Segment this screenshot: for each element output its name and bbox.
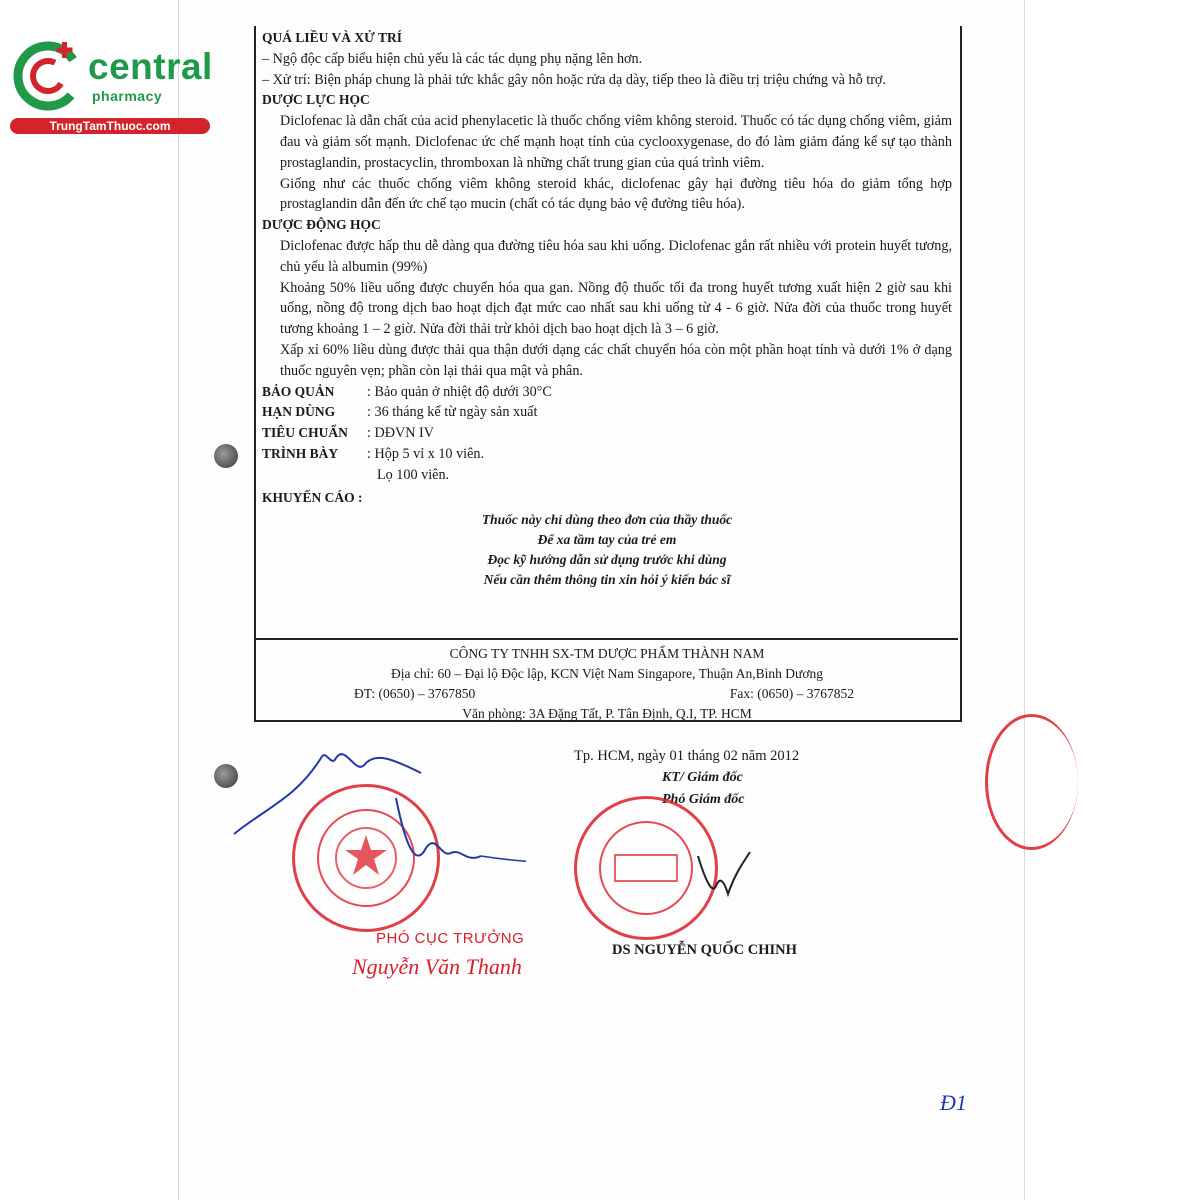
overdose-item: – Ngộ độc cấp biểu hiện chủ yếu là các tác dụng phụ nặng lên hơn.	[262, 50, 643, 67]
leaflet-content	[262, 28, 952, 590]
company-name: CÔNG TY TNHH SX-TM DƯỢC PHẨM THÀNH NAM	[449, 646, 765, 661]
signoff-signer: DS NGUYỄN QUỐC CHINH	[612, 942, 797, 958]
spec-label: TRÌNH BÀY	[262, 445, 339, 461]
company-fax: Fax: (0650) – 3767852	[729, 686, 854, 701]
edge-stamp	[985, 714, 1078, 850]
pharmacokinetics-paragraph: Khoảng 50% liều uống được chuyển hóa qua gan. Nồng độ thuốc tối đa trong huyết tương xuất hiện 2 giờ sau khi uống, nồng độ trong dịch bao hoạt dịch đạt mức cao nhất sau khi uống từ 4 - 6 giờ. Nửa đời của thuốc trong huyết tương khoảng 1 – 2 giờ. Nửa đời thải trừ khỏi dịch bao hoạt dịch là 3 – 6 giờ.	[280, 279, 952, 338]
signoff-role-2: Phó Giám đốc	[662, 792, 745, 807]
spec-label: BẢO QUẢN	[262, 383, 335, 399]
company-office: Văn phòng: 3A Đặng Tất, P. Tân Định, Q.I, TP. HCM	[462, 706, 752, 721]
ministry-signature-icon	[226, 738, 526, 888]
warning-line: Nếu cần thêm thông tin xin hỏi ý kiến bác sĩ	[483, 572, 731, 588]
spec-label: TIÊU CHUẨN	[262, 425, 348, 441]
logo-url[interactable]: TrungTamThuoc.com	[10, 118, 210, 134]
pharmacokinetics-heading: DƯỢC ĐỘNG HỌC	[262, 217, 381, 233]
spec-value: : DĐVN IV	[367, 425, 434, 442]
spec-row	[262, 382, 952, 403]
pharmacokinetics-paragraph: Xấp xỉ 60% liều dùng được thải qua thận dưới dạng các chất chuyển hóa còn một phần hoạt tính và dưới 1% ở dạng thuốc nguyên vẹn; phần còn lại thải qua mật và phân.	[280, 341, 952, 379]
pharmacodynamics-paragraph: Giống như các thuốc chống viêm không steroid khác, diclofenac gây hại đường tiêu hóa do giảm tổng hợp prostaglandin dẫn đến ức chế tạo mucin (chất có tác dụng bảo vệ đường tiêu hóa).	[280, 175, 952, 213]
spec-value: : Bảo quản ở nhiệt độ dưới 30°C	[367, 383, 552, 400]
spec-extra-value: Lọ 100 viên.	[377, 466, 450, 483]
spec-row	[262, 423, 952, 444]
margin-mark: Đ1	[940, 1090, 967, 1115]
pharmacodynamics-heading: DƯỢC LỰC HỌC	[262, 92, 370, 108]
spec-value: : Hộp 5 vỉ x 10 viên.	[367, 445, 485, 462]
company-address: Địa chỉ: 60 – Đại lộ Độc lập, KCN Việt Nam Singapore, Thuận An,Bình Dương	[391, 666, 823, 681]
company-block	[256, 638, 958, 724]
ministry-title: PHÓ CỤC TRƯỞNG	[376, 930, 525, 947]
warning-line: Thuốc này chỉ dùng theo đơn của thầy thuốc	[481, 512, 733, 528]
ministry-name: Nguyễn Văn Thanh	[352, 954, 522, 979]
company-contact	[256, 684, 958, 704]
warning-line: Để xa tầm tay của trẻ em	[537, 532, 677, 548]
logo-name: central	[88, 46, 213, 87]
pharmacodynamics-paragraph: Diclofenac là dẫn chất của acid phenylacetic là thuốc chống viêm không steroid. Thuốc có tác dụng chống viêm, giảm đau và giảm sốt mạnh. Diclofenac ức chế mạnh hoạt tính của cyclooxygenase, do đó làm giảm đáng kể sự tạo thành prostaglandin, prostacyclin, thromboxan là những chất trung gian của quá trình viêm.	[280, 113, 952, 171]
company-phone: ĐT: (0650) – 3767850	[354, 686, 476, 701]
director-signature-icon	[694, 846, 754, 902]
punch-hole-top	[214, 444, 238, 468]
signoff-role-1: KT/ Giám đốc	[662, 770, 743, 785]
spec-row	[262, 402, 952, 423]
warning-block	[262, 510, 952, 590]
spec-row	[262, 444, 952, 465]
logo-subtitle: pharmacy	[92, 88, 163, 104]
overdose-item: – Xử trí: Biện pháp chung là phải tức khắc gây nôn hoặc rửa dạ dày, tiếp theo là điều trị triệu chứng và hỗ trợ.	[262, 71, 886, 88]
pharmacokinetics-paragraph: Diclofenac được hấp thu dễ dàng qua đường tiêu hóa sau khi uống. Diclofenac gắn rất nhiều với protein huyết tương, chủ yếu là albumin (99%)	[280, 237, 952, 275]
signoff-date: Tp. HCM, ngày 01 tháng 02 năm 2012	[574, 748, 800, 764]
spec-row-extra	[262, 465, 952, 486]
spec-label: HẠN DÙNG	[262, 404, 336, 420]
spec-value: : 36 tháng kể từ ngày sản xuất	[367, 404, 538, 421]
warning-line: Đọc kỹ hướng dẫn sử dụng trước khi dùng	[487, 552, 727, 568]
warning-heading: KHUYẾN CÁO :	[262, 489, 363, 505]
overdose-heading: QUÁ LIỀU VÀ XỬ TRÍ	[262, 30, 403, 45]
